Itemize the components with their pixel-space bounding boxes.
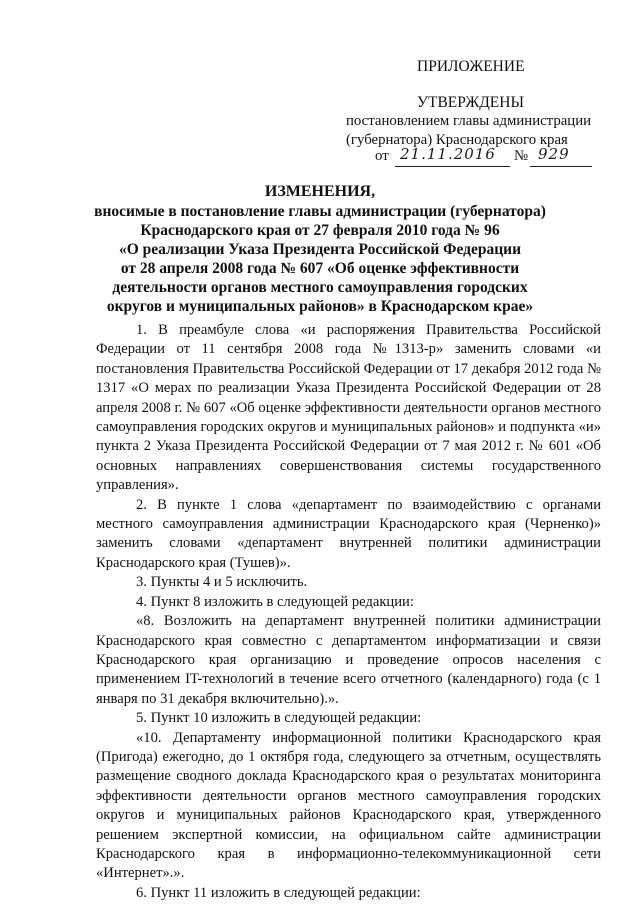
- approved-line-1: постановлением главы администрации: [346, 113, 592, 129]
- paragraph-6: 6. Пункт 11 изложить в следующей редакции:: [136, 884, 421, 901]
- number-prefix: №: [514, 148, 529, 164]
- paragraph-1: 1. В преамбуле слова «и распоряжения Правительства Российской Федерации от 11 сентября 2008 года №1313-р» заменить словами «и постановления Правительства Российской Федерации от 17 декабря 2012 года № 1317 «О мерах по реализации Указа Президента Российской Федерации от 28 апреля 2008 г. № 607 «Об оценке эффективности деятельности органов местного самоуправления городских округов и муниципальных районов» и подпункта «и» пункта 2 Указа Президента Российской Федерации от 7 мая 2012 г. № 601 «Об основных направлениях совершенствования системы государственного управления».: [96, 322, 601, 494]
- title-line-4: от 28 апреля 2008 года № 607 «Об оценке эффективности: [120, 260, 520, 277]
- approved-line-2: (губернатора) Краснодарского края: [346, 132, 568, 148]
- paragraph-4: 4. Пункт 8 изложить в следующей редакции:: [136, 593, 414, 610]
- paragraph-3: 3. Пункты 4 и 5 исключить.: [136, 574, 308, 591]
- title-line-5: деятельности органов местного самоуправления городских: [112, 279, 528, 296]
- paragraph-5-quote: «10. Департаменту информационной политики Краснодарского края (Пригода) ежегодно, до 1 октября года, следующего за отчетным, осуществлять размещение сводного доклада Краснодарского края о результатах мониторинга эффективности деятельности органов местного самоуправления городских округов и муниципальных районов Краснодарского края, утвержденного решением экспертной комиссии, на официальном сайте администрации Краснодарского края в информационно-телекоммуникационной сети «Интернет».».: [96, 729, 601, 882]
- paragraph-4-quote: «8. Возложить на департамент внутренней политики администрации Краснодарского края совместно с департаментом информатизации и связи Краснодарского края организацию и проведение опросов населения с применением IT-технологий в течение всего отчетного (календарного) года (с 1 января по 31 декабря включительно).».: [96, 613, 601, 707]
- number-underline: [530, 166, 592, 167]
- date-handwritten: 21.11.2016: [400, 145, 496, 163]
- date-prefix: от: [375, 148, 389, 164]
- title-line-1: вносимые в постановление главы администрации (губернатора): [94, 203, 546, 220]
- title-line-6: округов и муниципальных районов» в Краснодарском крае»: [106, 298, 534, 315]
- title-line-2: Краснодарского края от 27 февраля 2010 года № 96: [140, 222, 500, 239]
- date-underline: [395, 166, 510, 167]
- appendix-label: ПРИЛОЖЕНИЕ: [417, 58, 525, 75]
- approved-label: УТВЕРЖДЕНЫ: [417, 94, 524, 111]
- document-body: [96, 321, 601, 903]
- number-handwritten: 929: [538, 145, 570, 163]
- paragraph-2: 2. В пункте 1 слова «департамент по взаимодействию с органами местного самоуправления администрации Краснодарского края (Черненко)» заменить словами «департамент внутренней политики администрации Краснодарского края (Тушев)».: [96, 496, 601, 571]
- document-title: ИЗМЕНЕНИЯ,: [264, 183, 376, 200]
- title-line-3: «О реализации Указа Президента Российской Федерации: [118, 241, 522, 258]
- paragraph-5: 5. Пункт 10 изложить в следующей редакции:: [136, 710, 422, 727]
